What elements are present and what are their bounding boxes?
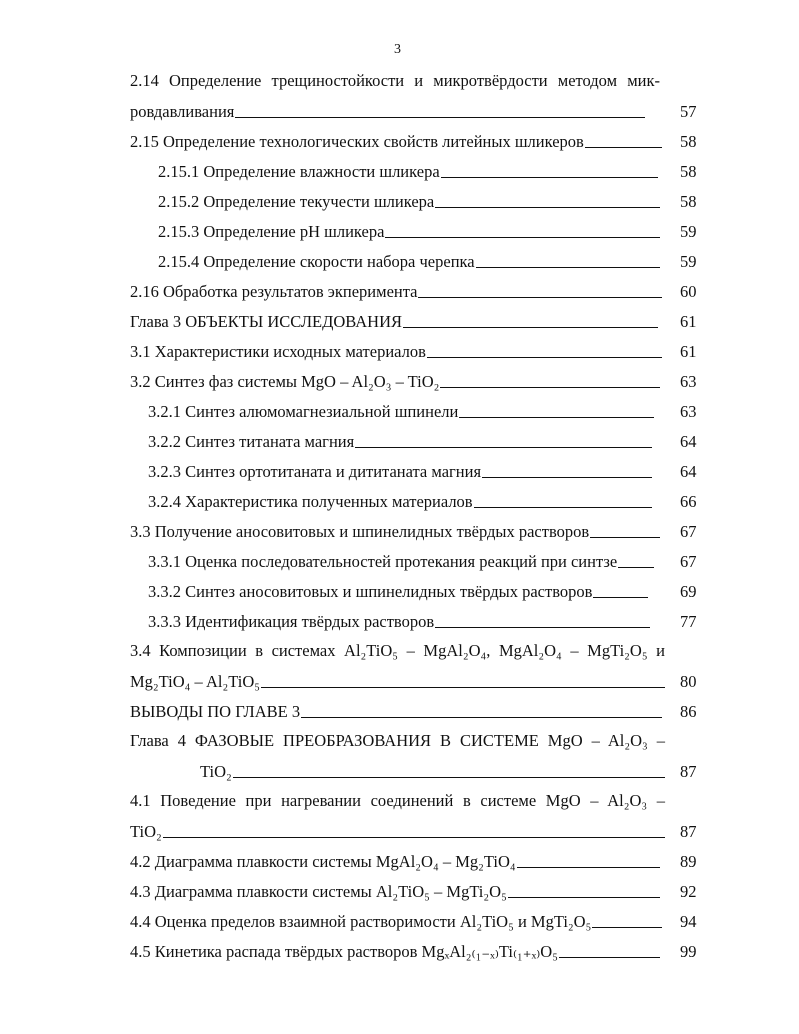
toc-entry[interactable]	[130, 370, 660, 392]
toc-entry[interactable]	[158, 250, 660, 272]
toc-entry-title[interactable]: 2.14 Определение трещиностойкости и микротвёрдости методом мик-	[130, 71, 660, 90]
toc-entry-title: 3.3.1 Оценка последовательностей протекания реакций при синтзе	[148, 552, 618, 571]
leader-line	[559, 957, 660, 958]
toc-entry-title: 4.3 Диаграмма плавкости системы Al₂TiO₅ – MgTi₂O₅	[130, 882, 507, 901]
leader-line	[618, 567, 654, 568]
leader-line	[482, 477, 652, 478]
toc-entry[interactable]	[148, 460, 652, 482]
leader-line	[508, 897, 660, 898]
toc-entry-title: 3.2 Синтез фаз системы MgO – Al₂O₃ – TiO₂	[130, 372, 440, 391]
leader-line	[440, 387, 660, 388]
toc-entry-title-continuation: TiO₂	[130, 822, 162, 841]
toc-entry[interactable]	[148, 610, 650, 632]
toc-entry-title: 2.15.1 Определение влажности шликера	[158, 162, 440, 181]
leader-line	[435, 207, 660, 208]
toc-page-number[interactable]: 58	[680, 162, 697, 181]
toc-entry[interactable]	[130, 880, 660, 902]
toc-page-number[interactable]: 87	[680, 762, 697, 781]
leader-line	[403, 327, 658, 328]
toc-entry[interactable]	[130, 820, 665, 842]
toc-entry-title: 3.1 Характеристики исходных материалов	[130, 342, 426, 361]
leader-line	[233, 777, 665, 778]
toc-entry[interactable]	[200, 760, 665, 782]
toc-entry[interactable]	[130, 910, 662, 932]
leader-line	[590, 537, 660, 538]
toc-entry[interactable]	[148, 490, 652, 512]
toc-entry-title: 3.3.2 Синтез аносовитовых и шпинелидных твёрдых растворов	[148, 582, 593, 601]
toc-page-number[interactable]: 94	[680, 912, 697, 931]
toc-entry-title: 3.2.4 Характеристика полученных материалов	[148, 492, 473, 511]
leader-line	[459, 417, 654, 418]
leader-line	[355, 447, 652, 448]
toc-page-number[interactable]: 61	[680, 312, 697, 331]
toc-entry[interactable]	[148, 400, 654, 422]
leader-line	[418, 297, 662, 298]
toc-entry-title: Глава 3 ОБЪЕКТЫ ИССЛЕДОВАНИЯ	[130, 312, 403, 331]
toc-entry[interactable]	[158, 190, 660, 212]
toc-page-number[interactable]: 69	[680, 582, 697, 601]
toc-entry-title: 3.2.3 Синтез ортотитаната и дититаната магния	[148, 462, 482, 481]
leader-line	[261, 687, 665, 688]
toc-entry[interactable]	[130, 700, 662, 722]
leader-line	[435, 627, 650, 628]
toc-entry[interactable]	[130, 520, 660, 542]
leader-line	[385, 237, 660, 238]
toc-entry[interactable]	[148, 550, 654, 572]
leader-line	[235, 117, 645, 118]
leader-line	[593, 597, 648, 598]
toc-entry-title: 4.4 Оценка пределов взаимной растворимости Al₂TiO₅ и MgTi₂O₅	[130, 912, 592, 931]
toc-entry[interactable]	[130, 130, 662, 152]
toc-page-number[interactable]: 59	[680, 252, 697, 271]
toc-entry-title: 4.2 Диаграмма плавкости системы MgAl₂O₄ – Mg₂TiO₄	[130, 852, 516, 871]
leader-line	[517, 867, 660, 868]
toc-page-number[interactable]: 58	[680, 132, 697, 151]
page-number: 3	[394, 42, 401, 57]
toc-entry[interactable]	[130, 310, 658, 332]
toc-page-number[interactable]: 87	[680, 822, 697, 841]
toc-entry[interactable]	[130, 670, 665, 692]
toc-page-number[interactable]: 77	[680, 612, 697, 631]
toc-entry-title: 3.2.1 Синтез алюмомагнезиальной шпинели	[148, 402, 459, 421]
toc-entry[interactable]	[158, 160, 658, 182]
toc-entry-title: 3.2.2 Синтез титаната магния	[148, 432, 355, 451]
toc-page-number[interactable]: 64	[680, 462, 697, 481]
toc-page-number[interactable]: 61	[680, 342, 697, 361]
leader-line	[476, 267, 660, 268]
leader-line	[301, 717, 662, 718]
toc-entry-title-continuation: Mg₂TiO₄ – Al₂TiO₅	[130, 672, 261, 691]
leader-line	[163, 837, 665, 838]
leader-line	[585, 147, 662, 148]
toc-page-number[interactable]: 92	[680, 882, 697, 901]
toc-entry-title: 4.5 Кинетика распада твёрдых растворов MgₓAl₂₍₁₋ₓ₎Ti₍₁₊ₓ₎O₅	[130, 942, 558, 961]
toc-entry-title: 3.3.3 Идентификация твёрдых растворов	[148, 612, 435, 631]
toc-entry-title-continuation: TiO₂	[200, 762, 232, 781]
toc-page-number[interactable]: 64	[680, 432, 697, 451]
toc-entry[interactable]	[130, 100, 645, 122]
toc-page-number[interactable]: 60	[680, 282, 697, 301]
toc-page-number[interactable]: 58	[680, 192, 697, 211]
leader-line	[474, 507, 652, 508]
toc-entry-title[interactable]: 3.4 Композиции в системах Al₂TiO₅ – MgAl₂O₄, MgAl₂O₄ – MgTi₂O₅ и	[130, 641, 665, 660]
toc-entry-title: 2.15.2 Определение текучести шликера	[158, 192, 435, 211]
toc-entry[interactable]	[148, 430, 652, 452]
toc-page-number[interactable]: 99	[680, 942, 697, 961]
toc-page-number[interactable]: 86	[680, 702, 697, 721]
toc-page-number[interactable]: 67	[680, 522, 697, 541]
toc-page-number[interactable]: 80	[680, 672, 697, 691]
toc-page-number[interactable]: 89	[680, 852, 697, 871]
toc-page-number[interactable]: 66	[680, 492, 697, 511]
toc-entry-title: ВЫВОДЫ ПО ГЛАВЕ 3	[130, 702, 301, 721]
toc-page-number[interactable]: 63	[680, 402, 697, 421]
toc-page-number[interactable]: 59	[680, 222, 697, 241]
toc-entry-title: 2.15.3 Определение pH шликера	[158, 222, 385, 241]
leader-line	[427, 357, 662, 358]
toc-page-number[interactable]: 57	[680, 102, 697, 121]
toc-entry[interactable]	[148, 580, 648, 602]
leader-line	[592, 927, 662, 928]
toc-entry-title: 3.3 Получение аносовитовых и шпинелидных твёрдых растворов	[130, 522, 590, 541]
toc-entry-title-continuation: ровдавливания	[130, 102, 235, 121]
toc-entry[interactable]	[130, 850, 660, 872]
toc-entry-title[interactable]: 4.1 Поведение при нагревании соединений в системе MgO – Al₂O₃ –	[130, 791, 665, 810]
toc-entry-title: 2.15.4 Определение скорости набора черепка	[158, 252, 475, 271]
toc-entry[interactable]	[130, 940, 660, 962]
leader-line	[441, 177, 658, 178]
toc-entry[interactable]	[158, 220, 660, 242]
toc-page-number[interactable]: 63	[680, 372, 697, 391]
toc-entry-title[interactable]: Глава 4 ФАЗОВЫЕ ПРЕОБРАЗОВАНИЯ В СИСТЕМЕ MgO – Al₂O₃ –	[130, 731, 665, 750]
toc-entry-title: 2.15 Определение технологических свойств литейных шликеров	[130, 132, 584, 151]
toc-page-number[interactable]: 67	[680, 552, 697, 571]
toc-entry[interactable]	[130, 340, 662, 362]
toc-entry-title: 2.16 Обработка результатов экперимента	[130, 282, 418, 301]
toc-entry[interactable]	[130, 280, 662, 302]
